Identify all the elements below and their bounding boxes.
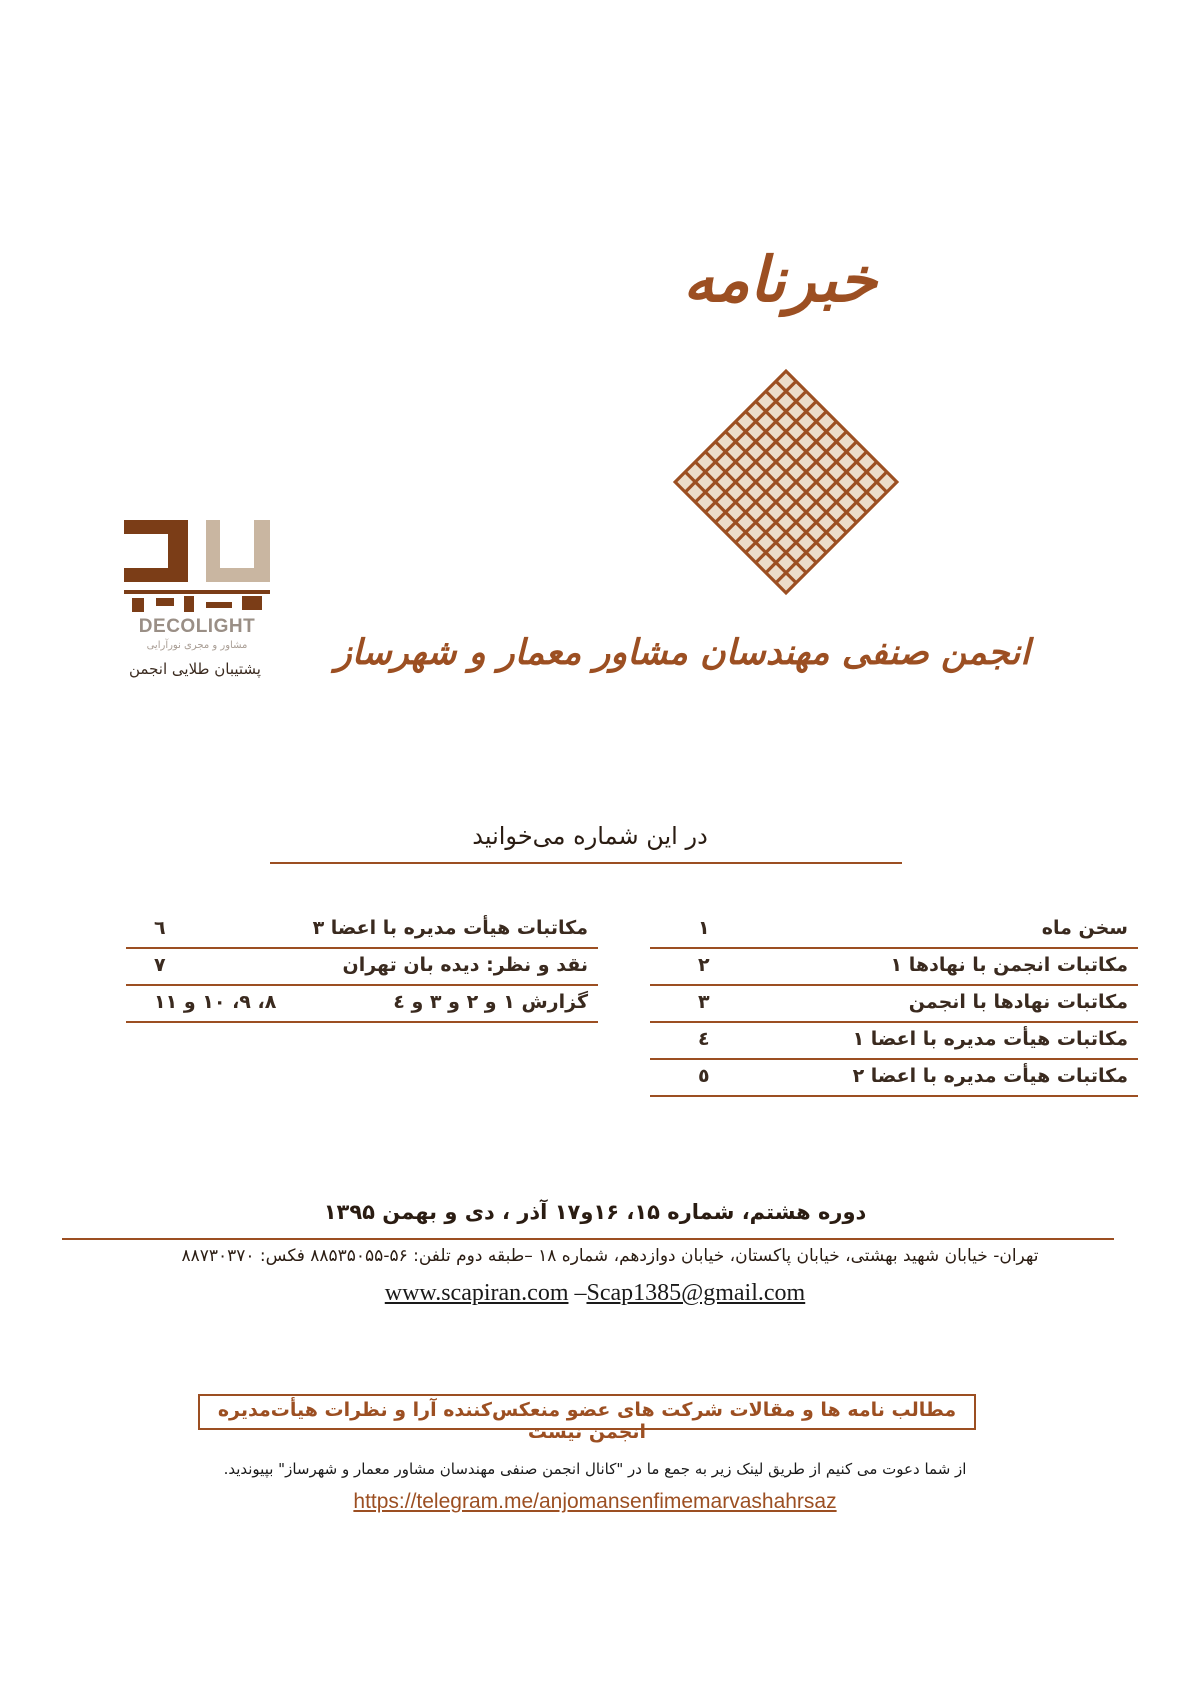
toc-item-page: ۷: [154, 954, 166, 976]
toc-row: [126, 949, 598, 986]
newsletter-title: خبرنامه: [683, 243, 877, 316]
toc-column-right: [650, 912, 1138, 1097]
lattice-diamond-logo: [668, 364, 904, 600]
toc-row: [126, 912, 598, 949]
sponsor-caption: پشتیبان طلایی انجمن: [129, 660, 261, 678]
toc-item-page: ۱: [698, 917, 710, 939]
sponsor-subtitle: مشاور و مجری نورآرایی: [146, 640, 248, 651]
toc-item-page: ٤: [698, 1028, 710, 1050]
toc-row: [126, 986, 598, 1023]
toc-row: [650, 986, 1138, 1023]
toc-row: [650, 949, 1138, 986]
contact-separator: –: [568, 1280, 587, 1306]
toc-item-label: مکاتبات هیأت مدیره با اعضا ۳: [312, 917, 588, 939]
toc-column-left: [126, 912, 598, 1023]
toc-heading-divider: [270, 862, 902, 864]
toc-item-label: مکاتبات نهادها با انجمن: [908, 991, 1128, 1013]
contact-address: تهران- خیابان شهید بهشتی، خیابان پاکستان، خیابان دوازدهم، شماره ۱۸ –طبقه دوم تلفن: ۵۶-۸۸۵۳۵۰۵۵ فکس: ۸۸۷۳۰۳۷۰: [181, 1246, 1039, 1266]
toc-row: [650, 912, 1138, 949]
telegram-invite-text: از شما دعوت می کنیم از طریق لینک زیر به جمع ما در "کانال انجمن صنفی مهندسان مشاور معمار و شهرساز" بپیوندید.: [223, 1460, 967, 1478]
toc-item-label: مکاتبات هیأت مدیره با اعضا ۲: [852, 1065, 1128, 1087]
web-contact-line: [200, 1280, 990, 1307]
toc-item-label: نقد و نظر: دیده بان تهران: [342, 954, 588, 976]
organization-name: انجمن صنفی مهندسان مشاور معمار و شهرساز: [334, 632, 1030, 673]
toc-row: [650, 1023, 1138, 1060]
toc-row: [650, 1060, 1138, 1097]
toc-heading: در این شماره می‌خوانید: [472, 822, 708, 850]
decolight-logo-icon: [122, 520, 272, 616]
toc-item-page: ۳: [698, 991, 710, 1013]
toc-item-page: ۸، ۹، ۱۰ و ۱۱: [154, 991, 277, 1013]
disclaimer-text: مطالب نامه ها و مقالات شرکت های عضو منعکس‌کننده آرا و نظرات هیأت‌مدیره انجمن نیست: [217, 1399, 957, 1443]
toc-item-page: ۲: [698, 954, 710, 976]
toc-item-label: مکاتبات هیأت مدیره با اعضا ۱: [852, 1028, 1128, 1050]
sponsor-brand: DECOLIGHT: [138, 616, 256, 637]
issue-info: دوره هشتم، شماره ۱۵، ۱۶و۱۷ آذر ، دی و بهمن ۱۳۹۵: [323, 1200, 867, 1224]
toc-item-label: گزارش ۱ و ۲ و ۳ و ٤: [393, 991, 588, 1013]
toc-item-page: ٦: [154, 917, 166, 939]
issue-divider: [62, 1238, 1114, 1240]
email-link[interactable]: Scap1385@gmail.com: [586, 1280, 806, 1306]
telegram-link[interactable]: https://telegram.me/anjomansenfimemarvashahrsaz: [353, 1490, 837, 1513]
toc-item-label: مکاتبات انجمن با نهادها ۱: [890, 954, 1128, 976]
website-link[interactable]: www.scapiran.com: [384, 1280, 569, 1306]
toc-item-page: ٥: [698, 1065, 710, 1087]
toc-item-label: سخن ماه: [1041, 917, 1128, 939]
